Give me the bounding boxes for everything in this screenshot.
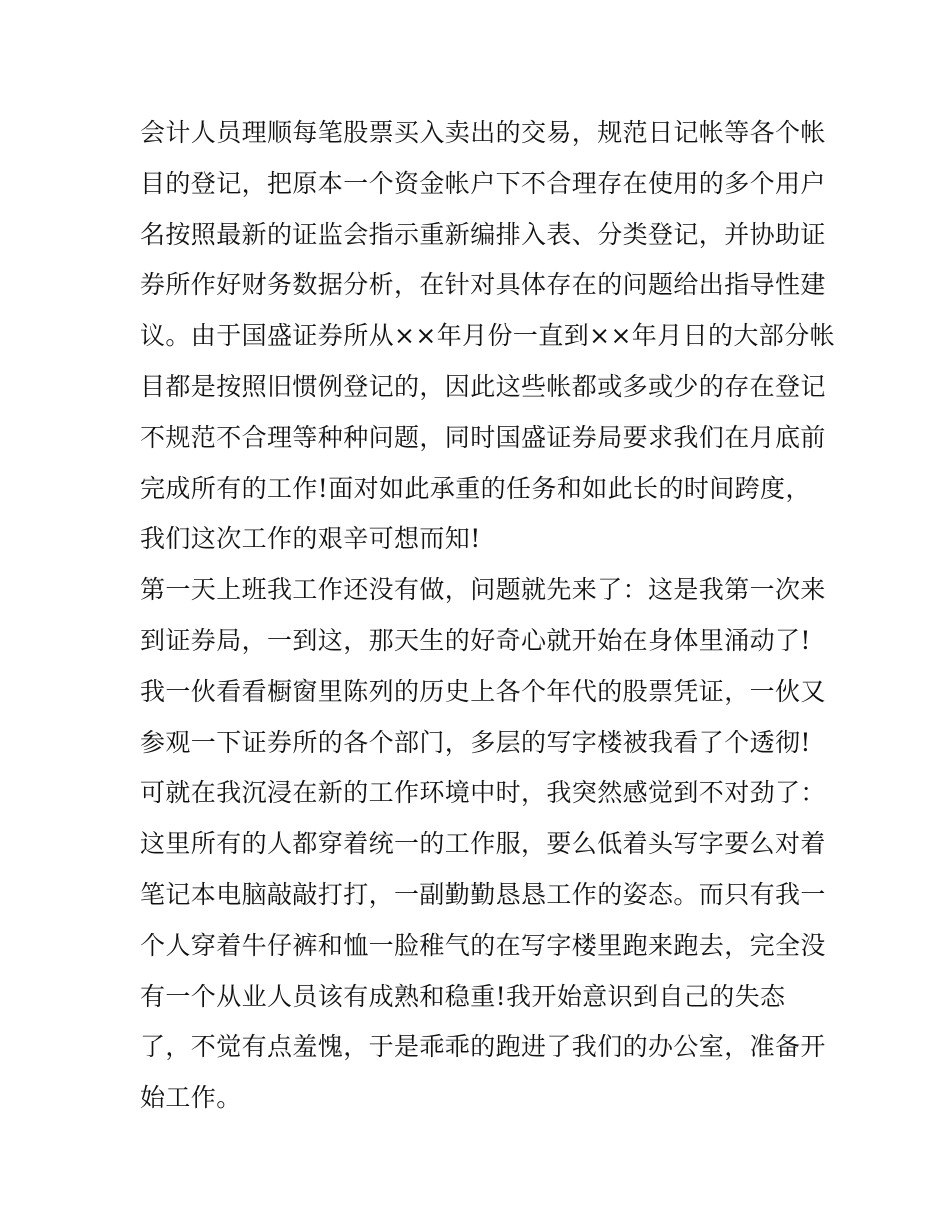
text-line: 不规范不合理等种种问题，同时国盛证券局要求我们在月底前 [140, 422, 826, 452]
body-text [140, 108, 835, 1124]
text-line: 议。由于国盛证券所从××年月份一直到××年月日的大部分帐 [140, 321, 835, 351]
text-line: 到证券局，一到这，那天生的好奇心就开始在身体里涌动了! [140, 625, 811, 655]
text-line: 名按照最新的证监会指示重新编排入表、分类登记，并协助证 [140, 219, 826, 249]
text-line: 笔记本电脑敲敲打打，一副勤勤恳恳工作的姿态。而只有我一 [140, 879, 826, 909]
text-line: 有一个从业人员该有成熟和稳重!我开始意识到自己的失态 [140, 981, 786, 1011]
text-line: 始工作。 [140, 1083, 242, 1113]
text-line: 我们这次工作的艰辛可想而知! [140, 524, 481, 554]
text-line: 完成所有的工作!面对如此承重的任务和如此长的时间跨度， [140, 473, 811, 503]
text-line: 我一伙看看橱窗里陈列的历史上各个年代的股票凭证，一伙又 [140, 676, 826, 706]
text-line: 会计人员理顺每笔股票买入卖出的交易，规范日记帐等各个帐 [140, 118, 826, 147]
text-line: 第一天上班我工作还没有做，问题就先来了：这是我第一次来 [140, 575, 826, 605]
text-line: 参观一下证券所的各个部门，多层的写字楼被我看了个透彻! [140, 727, 811, 757]
text-line: 券所作好财务数据分析，在针对具体存在的问题给出指导性建 [140, 270, 826, 300]
text-line: 这里所有的人都穿着统一的工作服，要么低着头写字要么对着 [140, 829, 826, 859]
text-line: 目的登记，把原本一个资金帐户下不合理存在使用的多个用户 [140, 168, 826, 198]
text-line: 可就在我沉浸在新的工作环境中时，我突然感觉到不对劲了： [140, 778, 826, 808]
text-line: 目都是按照旧惯例登记的，因此这些帐都或多或少的存在登记 [140, 371, 826, 401]
text-line: 个人穿着牛仔裤和恤一脸稚气的在写字楼里跑来跑去，完全没 [140, 930, 826, 960]
text-line: 了，不觉有点羞愧，于是乖乖的跑进了我们的办公室，准备开 [140, 1032, 826, 1062]
